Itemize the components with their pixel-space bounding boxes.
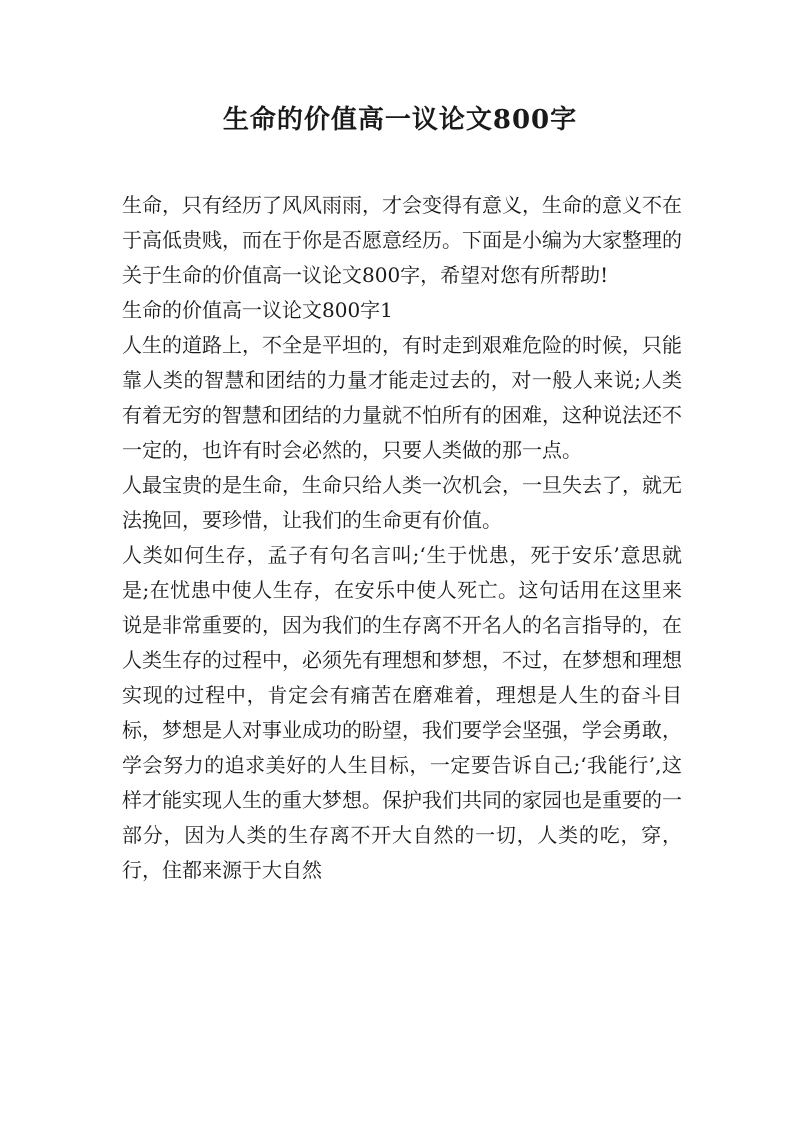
document-title: 生命的价值高一议论文800字: [222, 105, 578, 135]
body-paragraph: 人最宝贵的是生命，生命只给人类一次机会，一旦失去了，就无法挽回，要珍惜，让我们的生命更有价值。: [122, 473, 682, 532]
document-body: [122, 188, 682, 888]
body-paragraph: 人类如何生存，孟子有句名言叫;‘生于忧患，死于安乐’意思就是;在忧患中使人生存，在安乐中使人死亡。这句话用在这里来说是非常重要的，因为我们的生存离不开名人的名言指导的，在人类生存的过程中，必须先有理想和梦想，不过，在梦想和理想实现的过程中，肯定会有痛苦在磨难着，理想是人生的奋斗目标，梦想是人对事业成功的盼望，我们要学会坚强，学会勇敢，学会努力的追求美好的人生目标，一定要告诉自己;‘我能行’,这样才能实现人生的重大梦想。保护我们共同的家园也是重要的一部分，因为人类的生存离不开大自然的一切，人类的吃，穿，行，住都来源于大自然: [122, 543, 682, 882]
intro-paragraph: 生命，只有经历了风风雨雨，才会变得有意义，生命的意义不在于高低贵贱，而在于你是否愿意经历。下面是小编为大家整理的关于生命的价值高一议论文800字，希望对您有所帮助!: [122, 193, 682, 287]
section-heading: 生命的价值高一议论文800字1: [122, 298, 393, 322]
body-paragraph: 人生的道路上，不全是平坦的，有时走到艰难危险的时候，只能靠人类的智慧和团结的力量才能走过去的，对一般人来说;人类有着无穷的智慧和团结的力量就不怕所有的困难，这种说法还不一定的，也许有时会必然的，只要人类做的那一点。: [122, 333, 682, 462]
